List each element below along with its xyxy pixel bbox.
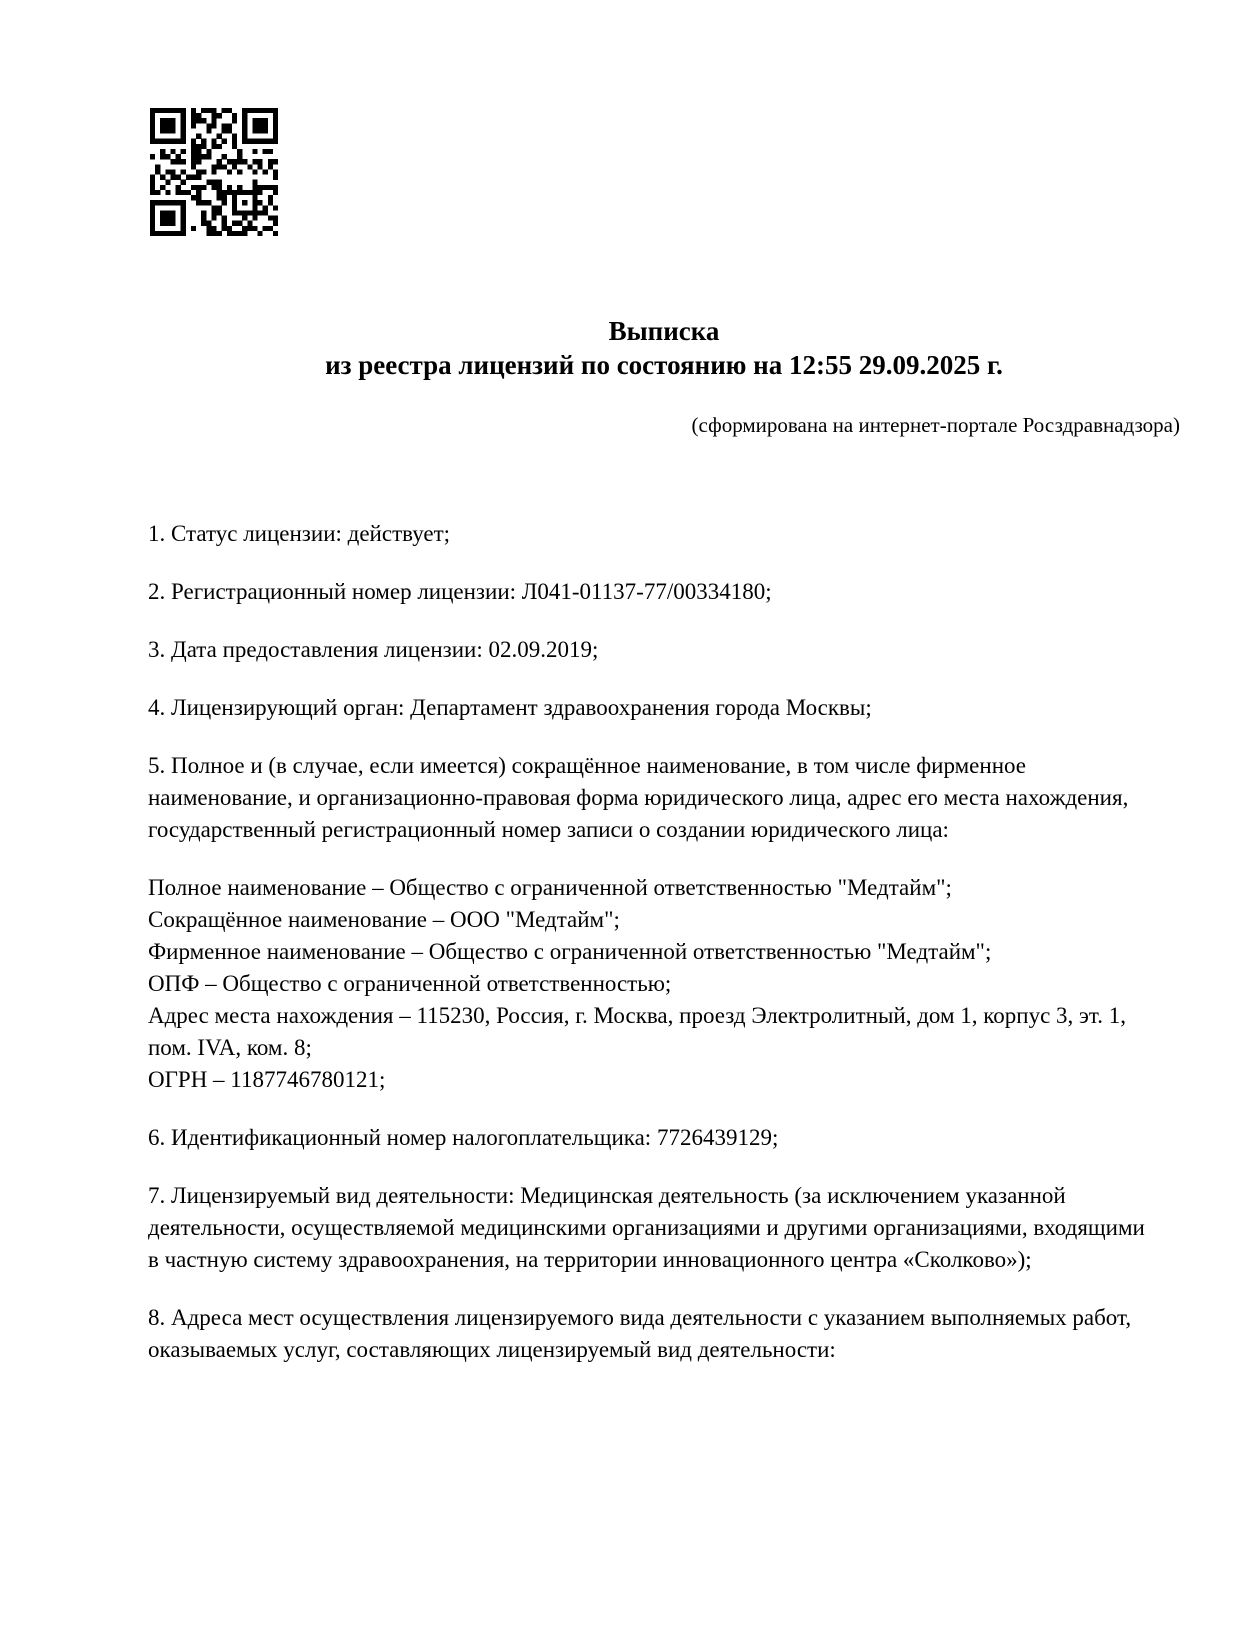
title-line-2: из реестра лицензий по состоянию на 12:55 29.09.2025 г. [325, 350, 1003, 380]
company-short-name: Сокращённое наименование – ООО "Медтайм"; [148, 907, 620, 932]
company-address: Адрес места нахождения – 115230, Россия, г. Москва, проезд Электролитный, дом 1, корпус 3, эт. 1, пом. IVA, ком. 8; [148, 1003, 1126, 1060]
item-license-status: 1. Статус лицензии: действует; [148, 521, 451, 546]
qr-code [150, 108, 278, 236]
item-legal-entity-heading: 5. Полное и (в случае, если имеется) сокращённое наименование, в том числе фирменное наименование, и организационно-правовая форма юридического лица, адрес его места нахождения, государственный регистрационный номер записи о создании юридического лица: [148, 753, 1129, 842]
company-opf: ОПФ – Общество с ограниченной ответственностью; [148, 971, 672, 996]
item-licensed-activity: 7. Лицензируемый вид деятельности: Медицинская деятельность (за исключением указанной деятельности, осуществляемой медицинскими организациями и другими организациями, входящими в частную систему здравоохранения, на территории инновационного центра «Сколково»); [148, 1183, 1145, 1272]
item-license-date: 3. Дата предоставления лицензии: 02.09.2019; [148, 637, 599, 662]
qr-code-image [150, 108, 278, 236]
document-body [148, 518, 1180, 1366]
company-ogrn: ОГРН – 1187746780121; [148, 1067, 386, 1092]
title-line-1: Выписка [608, 316, 720, 346]
item-inn: 6. Идентификационный номер налогоплательщика: 7726439129; [148, 1125, 779, 1150]
item-registration-number: 2. Регистрационный номер лицензии: Л041-01137-77/00334180; [148, 579, 772, 604]
item-licensing-authority: 4. Лицензирующий орган: Департамент здравоохранения города Москвы; [148, 695, 872, 720]
item-activity-addresses-heading: 8. Адреса мест осуществления лицензируемого вида деятельности с указанием выполняемых работ, оказываемых услуг, составляющих лицензируемый вид деятельности: [148, 1305, 1132, 1362]
document-title [148, 314, 1180, 382]
company-brand-name: Фирменное наименование – Общество с ограниченной ответственностью "Медтайм"; [148, 939, 992, 964]
company-details [148, 872, 1150, 1096]
company-full-name: Полное наименование – Общество с ограниченной ответственностью "Медтайм"; [148, 875, 952, 900]
formed-note: (сформирована на интернет-портале Росздравнадзора) [691, 413, 1180, 437]
